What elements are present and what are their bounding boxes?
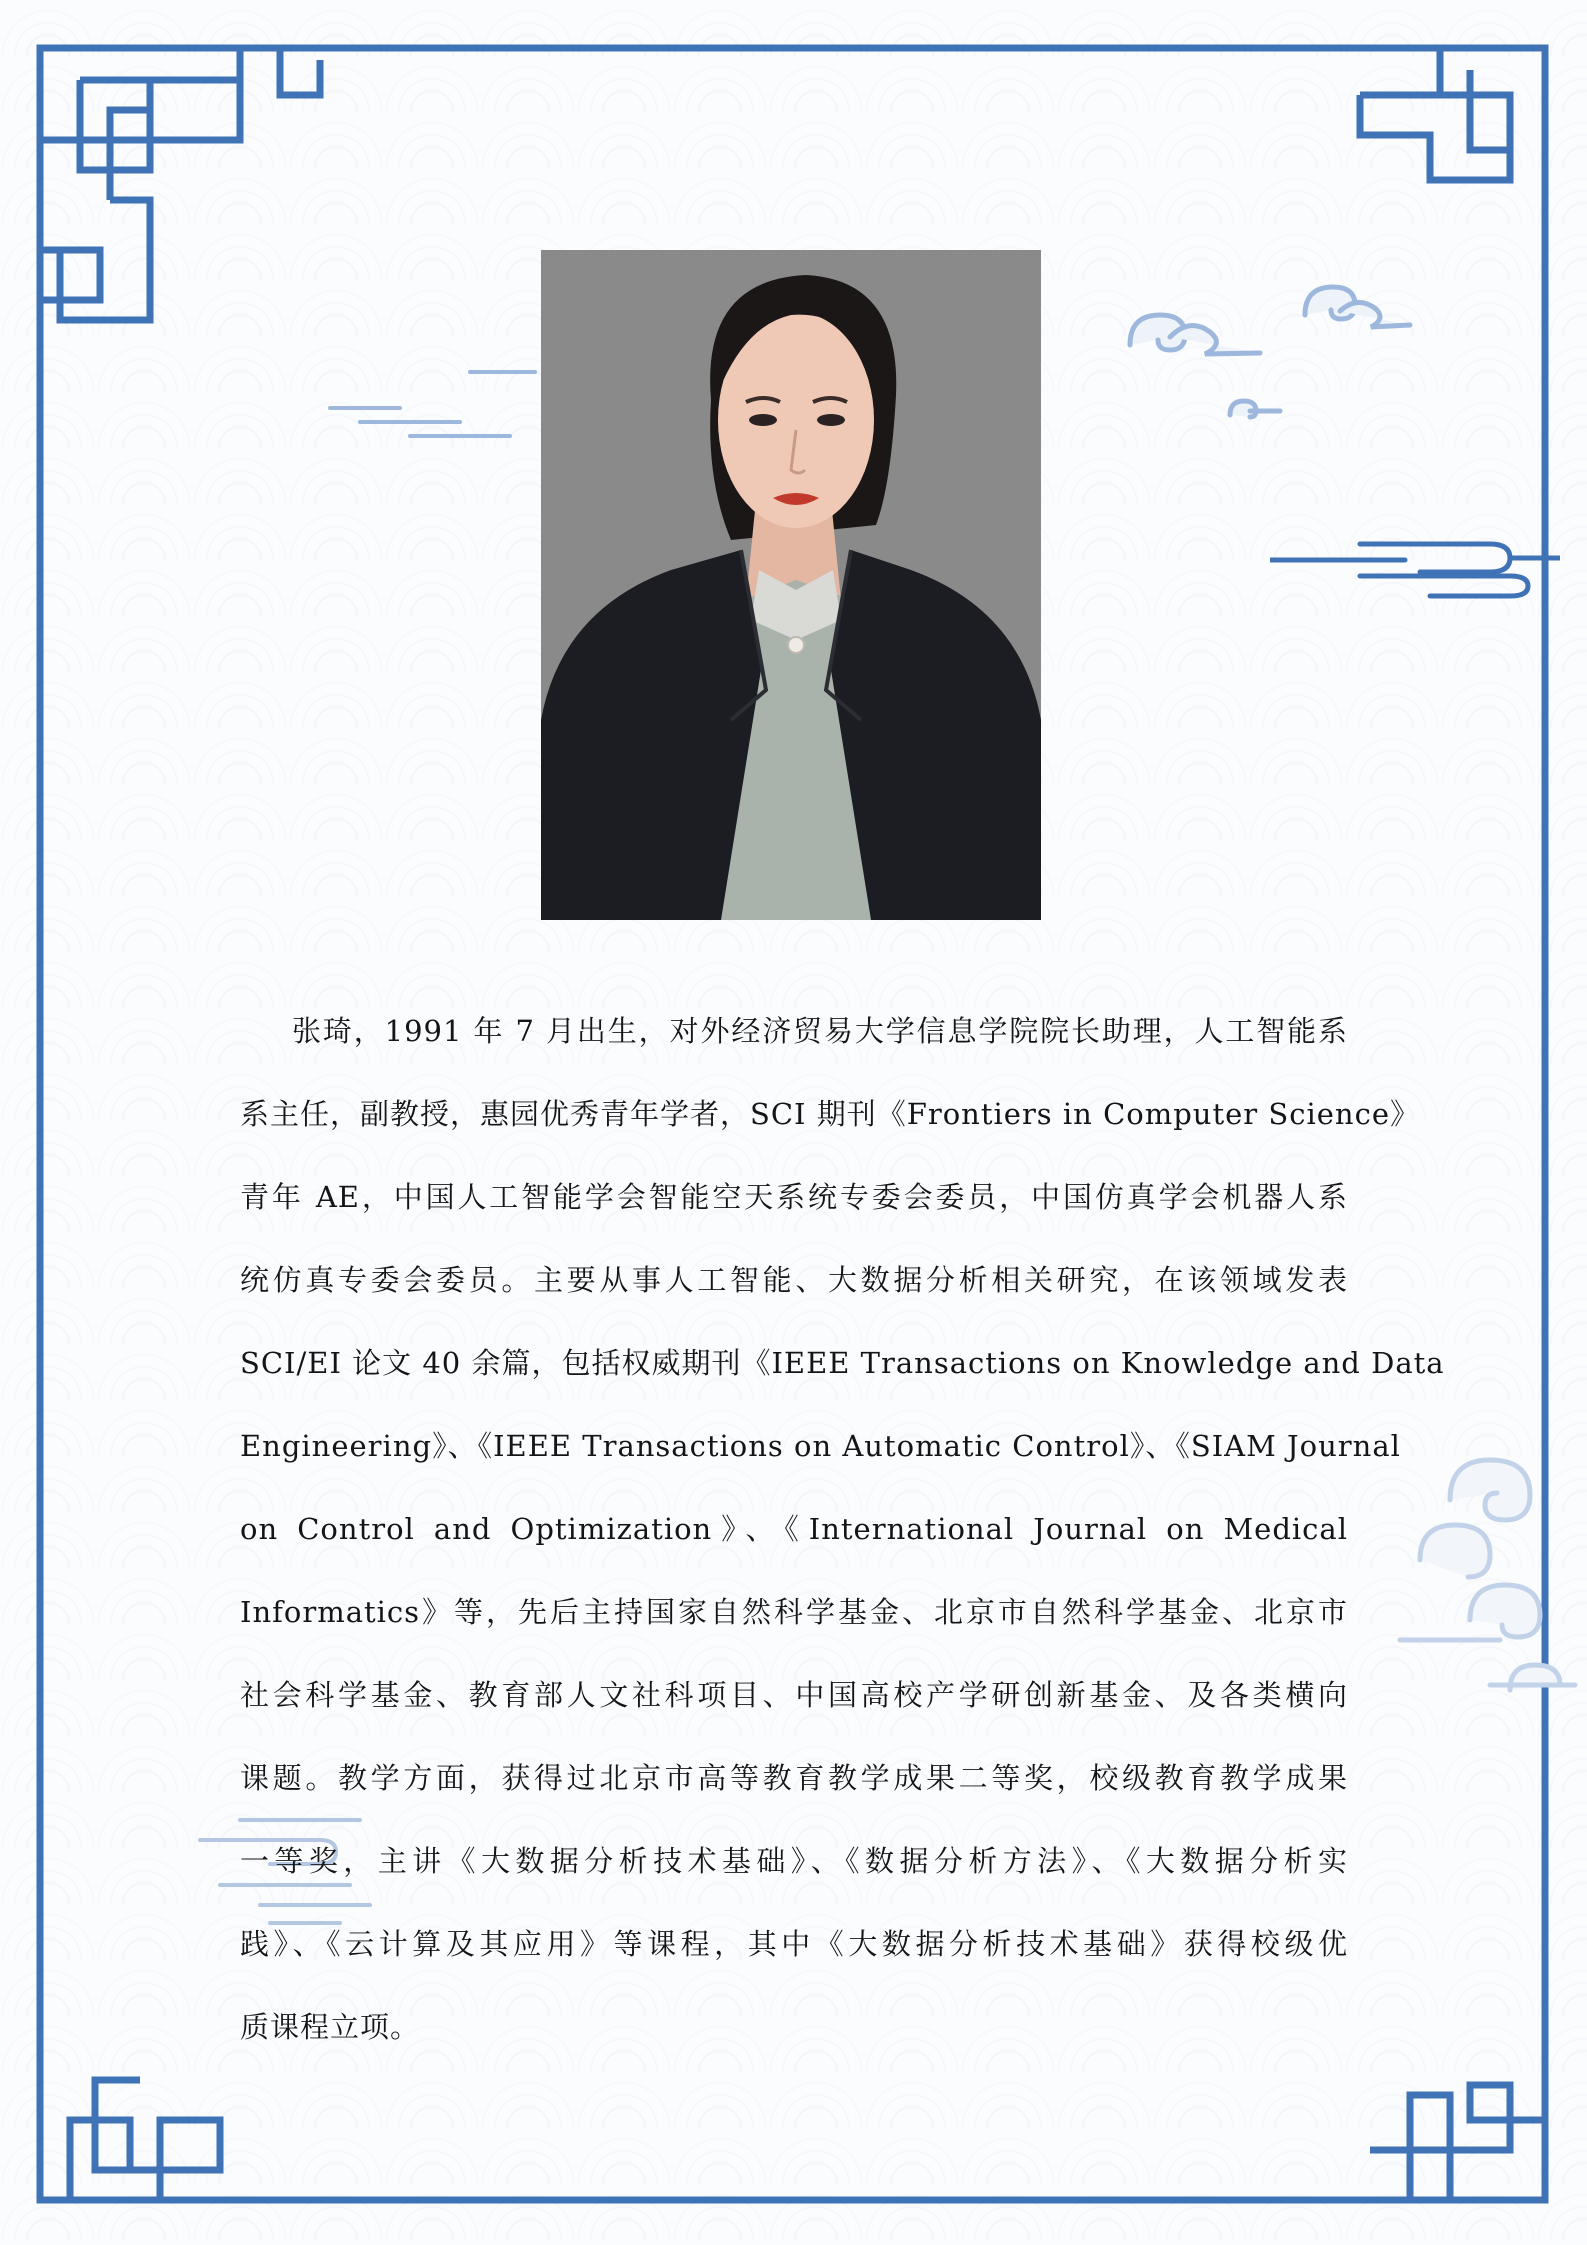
bio-line: 一等奖，主讲《大数据分析技术基础》、《数据分析方法》、《大数据分析实 [240,1844,1348,1878]
portrait-photo [541,250,1041,920]
bio-line: SCI/EI 论文 40 余篇，包括权威期刊《IEEE Transactions on Knowledge and Data [240,1346,1445,1380]
bio-line: Engineering》、《IEEE Transactions on Automatic Control》、《SIAM Journal [240,1429,1401,1463]
bio-line: 践》、《云计算及其应用》等课程，其中《大数据分析技术基础》获得校级优 [240,1927,1348,1961]
portrait-illustration [541,250,1041,920]
auspicious-cloud-icon [1270,530,1560,600]
bio-line: Informatics》等，先后主持国家自然科学基金、北京市自然科学基金、北京市 [240,1595,1348,1629]
bio-line: 张琦，1991 年 7 月出生，对外经济贸易大学信息学院院长助理，人工智能系 [292,1014,1348,1048]
auspicious-cloud-icon [290,360,540,440]
bio-line: 统仿真专委会委员。主要从事人工智能、大数据分析相关研究，在该领域发表 [240,1263,1348,1297]
auspicious-cloud-icon [1110,275,1430,445]
auspicious-cloud-icon [1390,1440,1580,1730]
biography-text [240,990,1445,2069]
bio-line: 课题。教学方面，获得过北京市高等教育教学成果二等奖，校级教育教学成果 [240,1761,1348,1795]
bio-line: 系主任，副教授，惠园优秀青年学者，SCI 期刊《Frontiers in Computer Science》 [240,1097,1420,1131]
bio-line: 社会科学基金、教育部人文社科项目、中国高校产学研创新基金、及各类横向 [240,1678,1348,1712]
bio-line: 青年 AE，中国人工智能学会智能空天系统专委会委员，中国仿真学会机器人系 [240,1180,1348,1214]
bio-line: on Control and Optimization》、《International Journal on Medical [240,1512,1348,1546]
bio-line: 质课程立项。 [240,2010,421,2044]
